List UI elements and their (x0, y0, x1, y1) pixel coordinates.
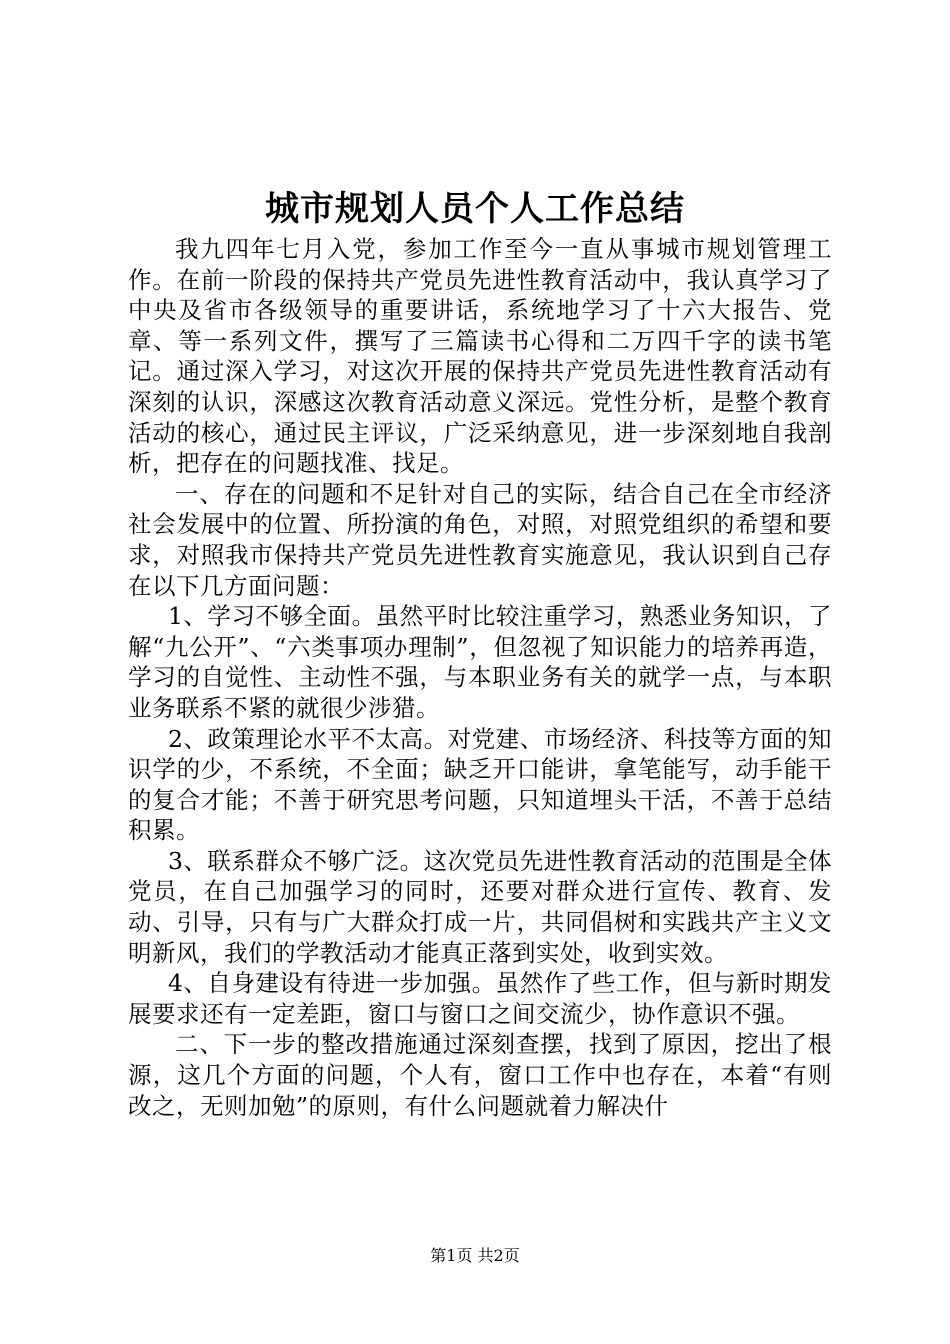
paragraph-section-1: 一、存在的问题和不足针对自己的实际，结合自己在全市经济社会发展中的位置、所扮演的角色，对照，对照党组织的希望和要求，对照我市保持共产党员先进性教育实施意见，我认识到自己存在以下几方面问题： (128, 479, 832, 600)
document-body (128, 234, 832, 1121)
document-title: 城市规划人员个人工作总结 (265, 189, 685, 229)
paragraph-item-2: 2、政策理论水平不太高。对党建、市场经济、科技等方面的知识学的少，不系统，不全面；缺乏开口能讲，拿笔能写，动手能干的复合才能；不善于研究思考问题，只知道埋头干活，不善于总结积累。 (128, 724, 832, 845)
paragraph-section-2: 二、下一步的整改措施通过深刻查摆，找到了原因，挖出了根源，这几个方面的问题，个人有，窗口工作中也存在，本着“有则改之，无则加勉”的原则，有什么问题就着力解决什 (128, 1030, 832, 1120)
page-number-footer: 第1页 共2页 (430, 1246, 520, 1265)
paragraph-item-3: 3、联系群众不够广泛。这次党员先进性教育活动的范围是全体党员，在自己加强学习的同时，还要对群众进行宣传、教育、发动、引导，只有与广大群众打成一片，共同倡树和实践共产主义文明新风，我们的学教活动才能真正落到实处，收到实效。 (128, 846, 832, 967)
paragraph-intro: 我九四年七月入党，参加工作至今一直从事城市规划管理工作。在前一阶段的保持共产党员先进性教育活动中，我认真学习了中央及省市各级领导的重要讲话，系统地学习了十六大报告、党章、等一系列文件，撰写了三篇读书心得和二万四千字的读书笔记。通过深入学习，对这次开展的保持共产党员先进性教育活动有深刻的认识，深感这次教育活动意义深远。党性分析，是整个教育活动的核心，通过民主评议，广泛采纳意见，进一步深刻地自我剖析，把存在的问题找准、找足。 (128, 235, 832, 478)
paragraph-item-4: 4、自身建设有待进一步加强。虽然作了些工作，但与新时期发展要求还有一定差距，窗口与窗口之间交流少，协作意识不强。 (128, 969, 832, 1028)
paragraph-item-1: 1、学习不够全面。虽然平时比较注重学习，熟悉业务知识，了解“九公开”、“六类事项办理制”，但忽视了知识能力的培养再造，学习的自觉性、主动性不强，与本职业务有关的就学一点，与本职业务联系不紧的就很少涉猎。 (128, 602, 832, 722)
